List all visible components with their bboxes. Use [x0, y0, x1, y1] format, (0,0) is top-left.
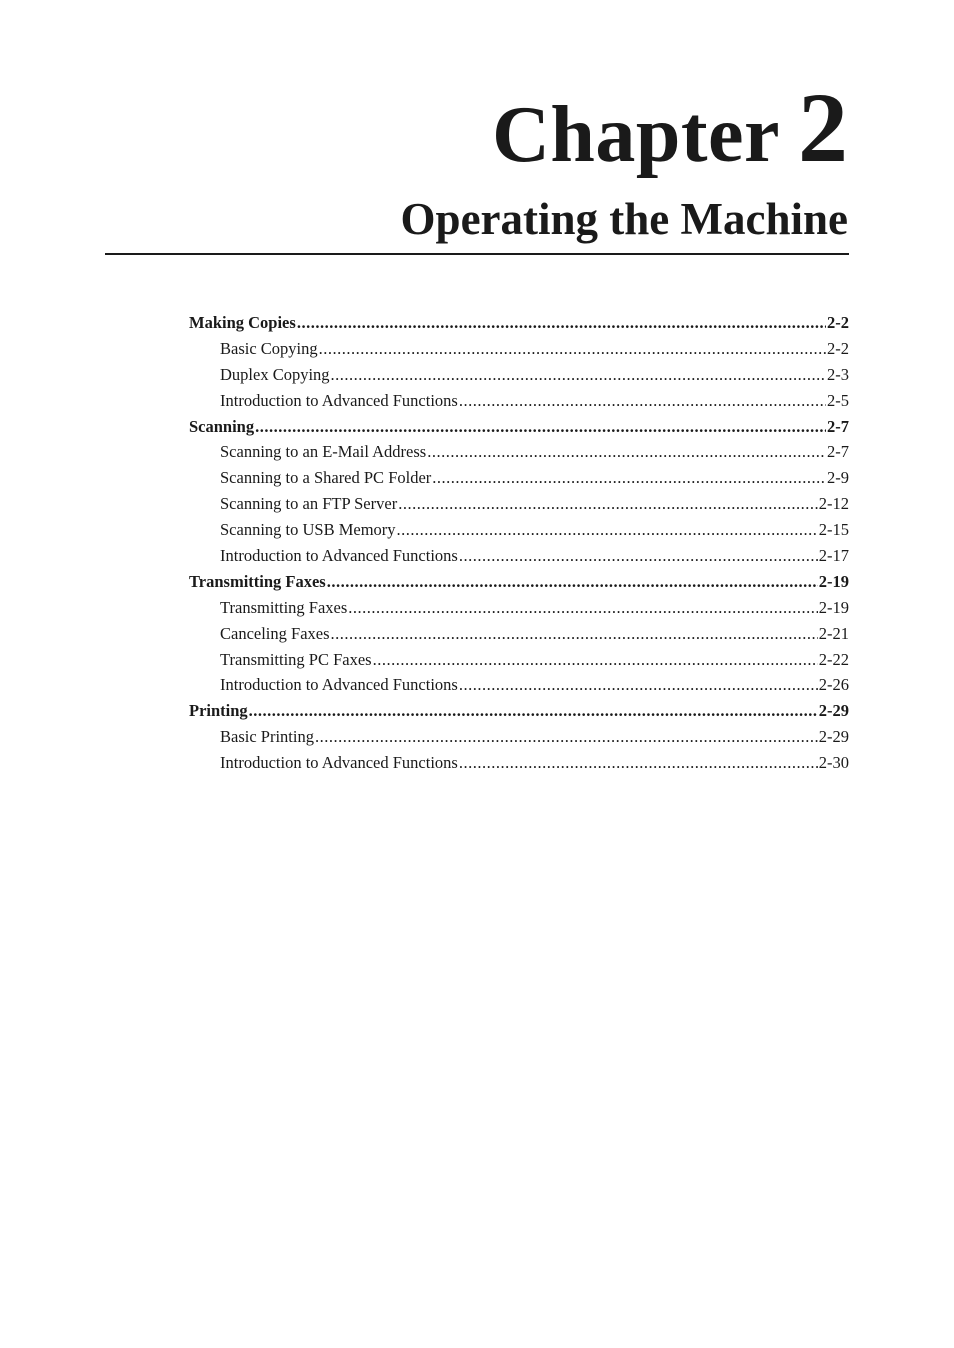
toc-dot-leader — [459, 672, 818, 698]
chapter-title: Operating the Machine — [400, 194, 848, 244]
toc-entry[interactable] — [189, 517, 849, 543]
toc-entry-label: Introduction to Advanced Functions — [220, 390, 458, 410]
toc-entry-label: Scanning — [189, 416, 255, 436]
toc-dot-leader — [331, 621, 818, 647]
toc-entry[interactable] — [189, 491, 849, 517]
toc-dot-leader — [459, 388, 826, 414]
toc-dot-leader — [459, 750, 818, 776]
toc-dot-leader — [327, 569, 818, 595]
toc-entry-page: 2-30 — [818, 753, 849, 773]
toc-dot-leader — [255, 414, 826, 440]
toc-entry-label: Making Copies — [189, 313, 296, 332]
toc-entry[interactable] — [189, 310, 849, 336]
toc-dot-leader — [331, 362, 826, 388]
toc-entry-page: 2-3 — [827, 364, 849, 384]
toc-entry-label: Transmitting PC Faxes — [220, 649, 372, 669]
toc-entry[interactable] — [189, 465, 849, 491]
toc-entry[interactable] — [189, 336, 849, 362]
toc-entry[interactable] — [189, 414, 849, 440]
toc-dot-leader — [427, 439, 826, 465]
toc-entry-label: Basic Printing — [220, 727, 314, 747]
toc-dot-leader — [348, 595, 817, 621]
chapter-number: 2 — [798, 72, 848, 183]
toc-entry[interactable] — [189, 388, 849, 414]
toc-entry-page: 2-17 — [818, 546, 849, 566]
toc-entry-page: 2-26 — [818, 675, 849, 695]
toc-dot-leader — [432, 465, 826, 491]
title-divider — [105, 253, 849, 255]
toc-entry-page: 2-12 — [818, 494, 849, 514]
chapter-word: Chapter — [492, 91, 780, 179]
toc-entry-page: 2-19 — [818, 571, 849, 591]
toc-entry[interactable] — [189, 672, 849, 698]
toc-entry-label: Duplex Copying — [220, 364, 330, 384]
toc-entry-page: 2-21 — [818, 623, 849, 643]
toc-entry[interactable] — [189, 724, 849, 750]
chapter-heading — [492, 72, 848, 183]
toc-entry-label: Basic Copying — [220, 338, 318, 358]
table-of-contents — [189, 310, 849, 776]
toc-entry[interactable] — [189, 647, 849, 673]
toc-dot-leader — [459, 543, 818, 569]
toc-entry[interactable] — [189, 569, 849, 595]
toc-entry-label: Printing — [189, 701, 248, 721]
toc-entry-page: 2-29 — [818, 701, 849, 721]
toc-entry-label: Introduction to Advanced Functions — [220, 753, 458, 773]
toc-entry-page: 2-22 — [818, 649, 849, 669]
toc-dot-leader — [373, 647, 818, 673]
toc-entry-page: 2-5 — [827, 390, 849, 410]
toc-entry-page: 2-9 — [827, 468, 849, 488]
toc-dot-leader — [249, 698, 818, 724]
toc-dot-leader — [398, 491, 818, 517]
toc-entry-label: Introduction to Advanced Functions — [220, 546, 458, 566]
toc-entry-page: 2-2 — [827, 313, 849, 332]
toc-entry-page: 2-2 — [827, 338, 849, 358]
toc-entry-page: 2-15 — [818, 520, 849, 540]
toc-entry-label: Scanning to a Shared PC Folder — [220, 468, 432, 488]
toc-entry-label: Scanning to an E-Mail Address — [220, 442, 427, 462]
toc-dot-leader — [315, 724, 818, 750]
toc-dot-leader — [319, 336, 826, 362]
toc-dot-leader — [397, 517, 818, 543]
toc-entry-page: 2-29 — [818, 727, 849, 747]
toc-entry-page: 2-7 — [827, 416, 849, 436]
toc-entry[interactable] — [189, 698, 849, 724]
toc-entry-label: Canceling Faxes — [220, 623, 330, 643]
toc-entry-label: Introduction to Advanced Functions — [220, 675, 458, 695]
toc-entry-label: Scanning to USB Memory — [220, 520, 396, 540]
toc-entry-label: Transmitting Faxes — [220, 597, 348, 617]
toc-dot-leader — [297, 310, 826, 336]
toc-entry[interactable] — [189, 439, 849, 465]
toc-entry-label: Transmitting Faxes — [189, 571, 326, 591]
toc-entry[interactable] — [189, 621, 849, 647]
toc-entry-page: 2-19 — [818, 597, 849, 617]
toc-entry[interactable] — [189, 595, 849, 621]
toc-entry[interactable] — [189, 750, 849, 776]
toc-entry[interactable] — [189, 362, 849, 388]
toc-entry-label: Scanning to an FTP Server — [220, 494, 398, 514]
toc-entry-page: 2-7 — [827, 442, 849, 462]
toc-entry[interactable] — [189, 543, 849, 569]
